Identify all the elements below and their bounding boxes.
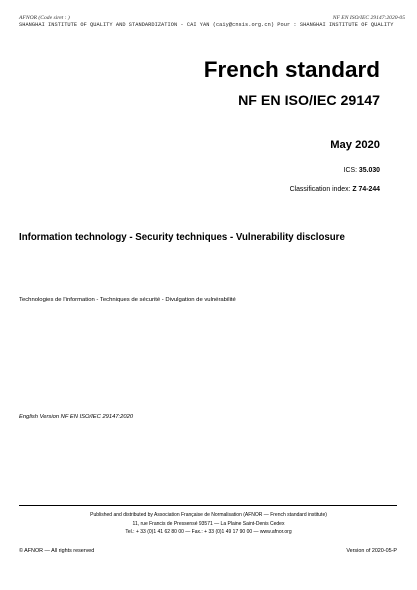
english-version: English Version NF EN ISO/IEC 29147:2020 — [19, 414, 134, 420]
publisher-contact: Tel.: + 33 (0)1 41 62 80 00 — Fax.: + 33 (0)1 49 17 90 00 — www.afnor.org — [125, 529, 292, 535]
document-type-title: French standard — [203, 57, 380, 82]
classification-label: Classification index: — [289, 186, 351, 193]
ics-line — [344, 167, 380, 174]
classification-line — [290, 186, 380, 193]
licence-line: SHANGHAI INSTITUTE OF QUALITY AND STANDARDIZATION - CAI YAN (caiy@cnsis.org.cn) Pour : SHANGHAI INSTITUTE OF QUALITY — [19, 22, 394, 28]
publisher-address: 11, rue Francis de Pressensé 93571 — La Plaine Saint-Denis Cedex — [132, 521, 285, 527]
document-reference: NF EN ISO/IEC 29147:2020-05 — [332, 15, 405, 21]
ics-value: 35.030 — [358, 167, 380, 174]
publication-date: May 2020 — [330, 139, 380, 151]
french-title: Technologies de l'information - Techniques de sécurité - Divulgation de vulnérabilité — [19, 297, 236, 303]
classification-value: Z 74-244 — [352, 186, 380, 193]
english-title: Information technology - Security techniques - Vulnerability disclosure — [19, 232, 345, 243]
copyright: © AFNOR — All rights reserved — [19, 548, 95, 554]
standard-number: NF EN ISO/IEC 29147 — [238, 93, 380, 109]
divider — [19, 505, 397, 506]
afnor-reference: AFNOR (Code siret : ) — [19, 15, 70, 21]
ics-label: ICS: — [343, 167, 357, 174]
publisher-line: Published and distributed by Association Française de Normalisation (AFNOR — French standard institute) — [90, 512, 327, 518]
version: Version of 2020-05-P — [346, 548, 397, 554]
